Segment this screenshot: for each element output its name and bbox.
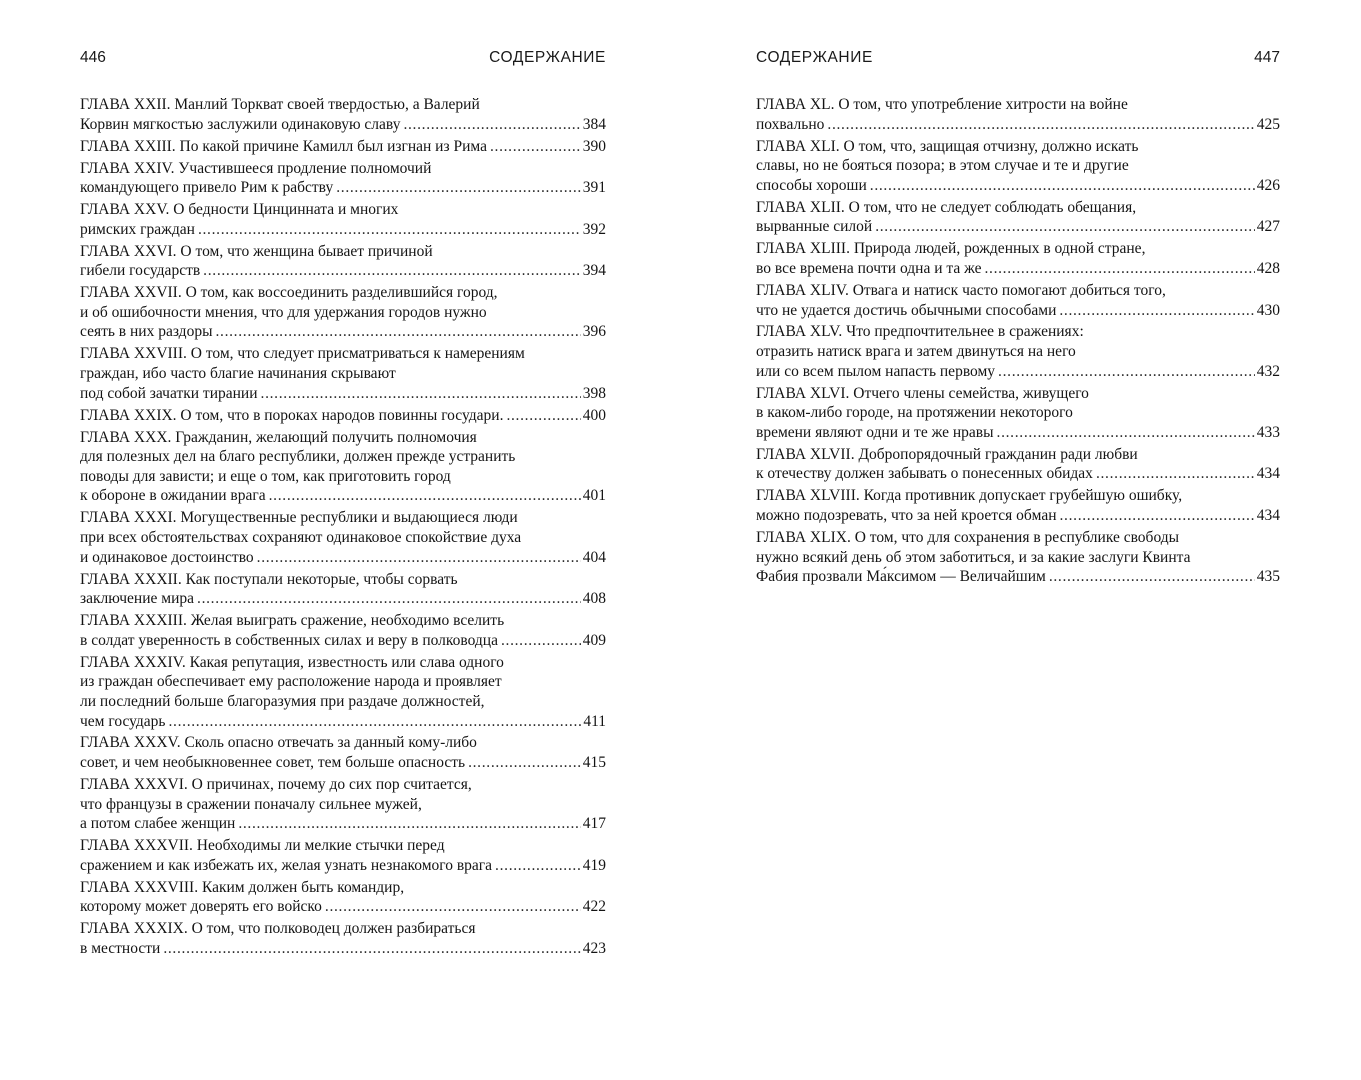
dot-leader (269, 486, 581, 506)
toc-entry-line: ГЛАВА XLV. Что предпочтительнее в сражениях: (756, 323, 1084, 341)
toc-entry-line: ГЛАВА XXV. О бедности Цинцинната и многих (80, 201, 399, 219)
toc-page-number: 430 (1256, 301, 1280, 319)
toc-entry-text: к отечеству должен забывать о понесенных обидах (756, 465, 1093, 483)
toc-entry-text: к обороне в ожидании врага (80, 487, 266, 505)
toc-entry-text: командующего привело Рим к рабству (80, 179, 334, 197)
toc-entry-text: Корвин мягкостью заслужили одинаковую славу (80, 115, 401, 133)
toc-entry-last-line (756, 362, 1280, 382)
toc-page-number: 419 (582, 856, 606, 874)
toc-entry-line: при всех обстоятельствах сохраняют одинаковое спокойствие духа (80, 528, 522, 546)
page-header (80, 49, 606, 73)
dot-leader (1049, 567, 1255, 587)
toc-entry-last-line (80, 589, 606, 609)
dot-leader (169, 712, 582, 732)
right-page (756, 0, 1280, 1080)
toc-entry-line: ГЛАВА XLVII. Добропорядочный гражданин ради любви (756, 445, 1138, 463)
toc-entry[interactable] (80, 242, 606, 281)
toc-entry[interactable] (756, 486, 1280, 525)
toc-entry-last-line (80, 814, 606, 834)
toc-page-number: 422 (582, 898, 606, 916)
toc-entry-last-line (80, 712, 606, 732)
toc-entry-line: для полезных дел на благо республики, должен прежде устранить (80, 448, 516, 466)
dot-leader (203, 261, 581, 281)
toc-entry[interactable] (756, 322, 1280, 381)
toc-entry-line: ГЛАВА XXXIV. Какая репутация, известность или слава одного (80, 653, 504, 671)
toc-entry-last-line (80, 753, 606, 773)
toc-entry-last-line (80, 220, 606, 240)
toc-page-number: 434 (1256, 507, 1280, 524)
toc-entry-line: ГЛАВА XLIII. Природа людей, рожденных в одной стране, (756, 240, 1146, 258)
toc-entry-line: ГЛАВА XXVIII. О том, что следует присматриваться к намерениям (80, 345, 525, 363)
toc-page-number: 411 (583, 712, 606, 730)
dot-leader (870, 176, 1255, 196)
toc-entry-line: ГЛАВА XLVI. Отчего члены семейства, живущего (756, 384, 1089, 402)
toc-entry[interactable] (80, 836, 606, 875)
page-number: 447 (1254, 49, 1280, 66)
toc-entry-line: ГЛАВА XXXI. Могущественные республики и выдающиеся люди (80, 509, 518, 527)
toc-entry-last-line (756, 423, 1280, 443)
dot-leader (257, 548, 581, 568)
toc-entry-last-line (80, 939, 606, 959)
toc-entry-last-line (80, 486, 606, 506)
dot-leader (997, 423, 1255, 443)
toc-entry-last-line (80, 115, 606, 135)
dot-leader (468, 753, 581, 773)
toc-entry-line: что французы в сражении поначалу сильнее мужей, (80, 795, 422, 813)
toc-entry-line: ГЛАВА XXXVI. О причинах, почему до сих пор считается, (80, 776, 472, 794)
toc-entry-line: ГЛАВА XXVI. О том, что женщина бывает причиной (80, 242, 433, 260)
toc-entry-line: ГЛАВА XXXII. Как поступали некоторые, чтобы сорвать (80, 570, 458, 588)
toc-entry-last-line (756, 567, 1280, 587)
toc-page-number: 427 (1256, 218, 1280, 236)
toc-entry[interactable] (756, 137, 1280, 196)
toc-entry-last-line (756, 115, 1280, 135)
dot-leader (501, 631, 581, 651)
toc-entry-line: ГЛАВА XXXVIII. Каким должен быть командир, (80, 878, 405, 896)
toc-entry[interactable] (80, 919, 606, 958)
toc-entry[interactable] (756, 384, 1280, 443)
dot-leader (197, 589, 581, 609)
toc-entry[interactable] (756, 239, 1280, 278)
toc-entry-line: ГЛАВА XXII. Манлий Торкват своей твердостью, а Валерий (80, 96, 480, 113)
dot-leader (490, 137, 581, 157)
toc-page-number: 401 (582, 487, 606, 505)
dot-leader (198, 220, 581, 240)
dot-leader (238, 814, 580, 834)
toc-entry-line: граждан, ибо часто благие начинания скрывают (80, 365, 396, 383)
left-page (80, 0, 606, 1080)
toc-entry[interactable] (756, 198, 1280, 237)
toc-entry-line: ГЛАВА XLIX. О том, что для сохранения в республике свободы (756, 528, 1180, 546)
toc-entry-last-line (80, 897, 606, 917)
toc-entry-text: под собой зачатки тирании (80, 384, 258, 402)
running-head: СОДЕРЖАНИЕ (489, 49, 606, 66)
toc-entry-last-line (80, 631, 606, 651)
toc-page-number: 435 (1256, 568, 1280, 586)
toc-entry-line: ли последний больше благоразумия при раздаче должностей, (80, 692, 485, 710)
toc-page-number: 432 (1256, 362, 1280, 380)
toc-entry-line: ГЛАВА XLII. О том, что не следует соблюдать обещания, (756, 198, 1137, 216)
toc-entry[interactable] (80, 570, 606, 609)
toc-page-number: 391 (582, 179, 606, 197)
toc-entry[interactable] (756, 281, 1280, 320)
table-of-contents (80, 95, 606, 961)
toc-entry-line: ГЛАВА XXX. Гражданин, желающий получить полномочия (80, 428, 477, 446)
toc-entry-last-line (80, 137, 606, 157)
toc-entry-line: ГЛАВА XLI. О том, что, защищая отчизну, должно искать (756, 137, 1139, 155)
toc-page-number: 384 (582, 115, 606, 133)
dot-leader (1096, 464, 1255, 484)
page-number: 446 (80, 49, 106, 66)
toc-entry-line: поводы для зависти; и еще о том, как приготовить город (80, 467, 451, 485)
toc-entry-text: а потом слабее женщин (80, 815, 236, 833)
toc-entry-last-line (756, 464, 1280, 484)
toc-entry-text: совет, и чем необыкновеннее совет, тем больше опасность (80, 754, 466, 772)
toc-entry[interactable] (80, 733, 606, 772)
toc-page-number: 415 (582, 754, 606, 772)
dot-leader (215, 322, 580, 342)
toc-page-number: 398 (582, 384, 606, 402)
toc-entry-line: славы, но не бояться позора; в этом случае и те и другие (756, 157, 1129, 175)
toc-entry-line: ГЛАВА XXXVII. Необходимы ли мелкие стычки перед (80, 837, 445, 855)
dot-leader (1060, 506, 1255, 526)
toc-entry[interactable] (80, 137, 606, 157)
toc-entry-last-line (80, 856, 606, 876)
dot-leader (1059, 301, 1254, 321)
toc-entry[interactable] (80, 95, 606, 134)
toc-entry[interactable] (80, 200, 606, 239)
toc-entry-text: заключение мира (80, 590, 195, 608)
toc-page-number: 400 (582, 406, 606, 424)
toc-entry[interactable] (80, 611, 606, 650)
toc-entry[interactable] (80, 775, 606, 834)
toc-entry[interactable] (80, 344, 606, 403)
toc-page-number: 392 (582, 220, 606, 238)
toc-entry-text: сражением и как избежать их, желая узнать незнакомого врага (80, 856, 493, 874)
toc-entry-text: что не удается достичь обычными способами (756, 301, 1057, 319)
toc-entry-last-line (80, 178, 606, 198)
toc-entry-last-line (80, 261, 606, 281)
toc-entry[interactable] (756, 95, 1280, 134)
toc-entry-line: ГЛАВА XXXV. Сколь опасно отвечать за данный кому-либо (80, 734, 477, 752)
table-of-contents (756, 95, 1280, 589)
running-head: СОДЕРЖАНИЕ (756, 49, 873, 66)
toc-entry-last-line (756, 176, 1280, 196)
dot-leader (163, 939, 580, 959)
toc-entry-text: Фабия прозвали Ма́ксимом — Величайшим (756, 568, 1046, 586)
toc-entry-text: и одинаковое достоинство (80, 548, 254, 566)
toc-entry-text: способы хороши (756, 176, 867, 194)
toc-entry-text: можно подозревать, что за ней кроется обман (756, 507, 1057, 524)
toc-page-number: 394 (582, 262, 606, 280)
toc-page-number: 423 (582, 939, 606, 957)
toc-entry-text: ГЛАВА XXIII. По какой причине Камилл был изгнан из Рима (80, 137, 487, 155)
toc-entry-text: времени являют одни и те же нравы (756, 423, 994, 441)
toc-entry-text: похвально (756, 115, 825, 133)
toc-entry[interactable] (80, 653, 606, 731)
toc-entry[interactable] (756, 445, 1280, 484)
dot-leader (998, 362, 1255, 382)
toc-entry-line: ГЛАВА XLIV. Отвага и натиск часто помогают добиться того, (756, 281, 1166, 299)
toc-page-number: 409 (582, 631, 606, 649)
toc-entry-text: чем государь (80, 712, 166, 730)
toc-page-number: 390 (582, 137, 606, 155)
dot-leader (325, 897, 581, 917)
toc-page-number: 433 (1256, 423, 1280, 441)
toc-entry[interactable] (80, 159, 606, 198)
toc-entry-last-line (756, 506, 1280, 526)
toc-page-number: 417 (582, 815, 606, 833)
dot-leader (875, 217, 1255, 237)
page-header (756, 49, 1280, 73)
toc-entry-line: ГЛАВА XXVII. О том, как воссоединить разделившийся город, (80, 284, 498, 302)
toc-entry-last-line (756, 301, 1280, 321)
toc-entry-text: римских граждан (80, 220, 195, 238)
toc-entry-text: во все времена почти одна и та же (756, 259, 982, 277)
toc-entry-last-line (80, 406, 606, 426)
toc-entry-text: в местности (80, 939, 161, 957)
toc-page-number: 408 (582, 590, 606, 608)
toc-entry[interactable] (756, 528, 1280, 587)
toc-entry-line: и об ошибочности мнения, что для удержания городов нужно (80, 303, 487, 321)
toc-page-number: 425 (1256, 115, 1280, 133)
toc-entry-last-line (756, 217, 1280, 237)
toc-entry-text: гибели государств (80, 262, 201, 280)
dot-leader (495, 856, 581, 876)
toc-entry-line: нужно всякий день об этом заботиться, и за какие заслуги Квинта (756, 548, 1191, 566)
toc-entry-last-line (756, 259, 1280, 279)
toc-entry-last-line (80, 322, 606, 342)
toc-page-number: 434 (1256, 465, 1280, 483)
dot-leader (506, 406, 580, 426)
toc-entry-line: ГЛАВА XXIV. Участившееся продление полномочий (80, 159, 432, 177)
toc-entry-text: в солдат уверенность в собственных силах и веру в полководца (80, 631, 498, 649)
dot-leader (336, 178, 581, 198)
toc-entry[interactable] (80, 428, 606, 506)
toc-entry-text: которому может доверять его войско (80, 898, 322, 916)
dot-leader (984, 259, 1254, 279)
dot-leader (261, 384, 581, 404)
toc-entry-line: ГЛАВА XXXIII. Желая выиграть сражение, необходимо вселить (80, 612, 505, 630)
toc-entry-line: ГЛАВА XL. О том, что употребление хитрости на войне (756, 96, 1128, 113)
toc-page-number: 396 (582, 323, 606, 341)
toc-entry-line: отразить натиск врага и затем двинуться на него (756, 343, 1076, 361)
toc-entry-line: ГЛАВА XXXIX. О том, что полководец должен разбираться (80, 920, 476, 938)
toc-page-number: 426 (1256, 176, 1280, 194)
toc-entry[interactable] (80, 283, 606, 342)
toc-entry[interactable] (80, 406, 606, 426)
toc-entry[interactable] (80, 508, 606, 567)
toc-entry-text: или со всем пылом напасть первому (756, 362, 996, 380)
toc-entry-text: сеять в них раздоры (80, 323, 213, 341)
toc-page-number: 428 (1256, 259, 1280, 277)
toc-entry[interactable] (80, 878, 606, 917)
toc-entry-line: в каком-либо городе, на протяжении некоторого (756, 404, 1073, 422)
toc-entry-line: из граждан обеспечивает ему расположение народа и проявляет (80, 673, 502, 691)
toc-page-number: 404 (582, 548, 606, 566)
toc-entry-text: ГЛАВА XXIX. О том, что в пороках народов повинны государи. (80, 406, 504, 424)
toc-entry-text: вырванные силой (756, 218, 873, 236)
toc-entry-last-line (80, 548, 606, 568)
dot-leader (827, 115, 1254, 135)
toc-entry-last-line (80, 384, 606, 404)
dot-leader (403, 115, 580, 135)
toc-entry-line: ГЛАВА XLVIII. Когда противник допускает грубейшую ошибку, (756, 487, 1183, 505)
